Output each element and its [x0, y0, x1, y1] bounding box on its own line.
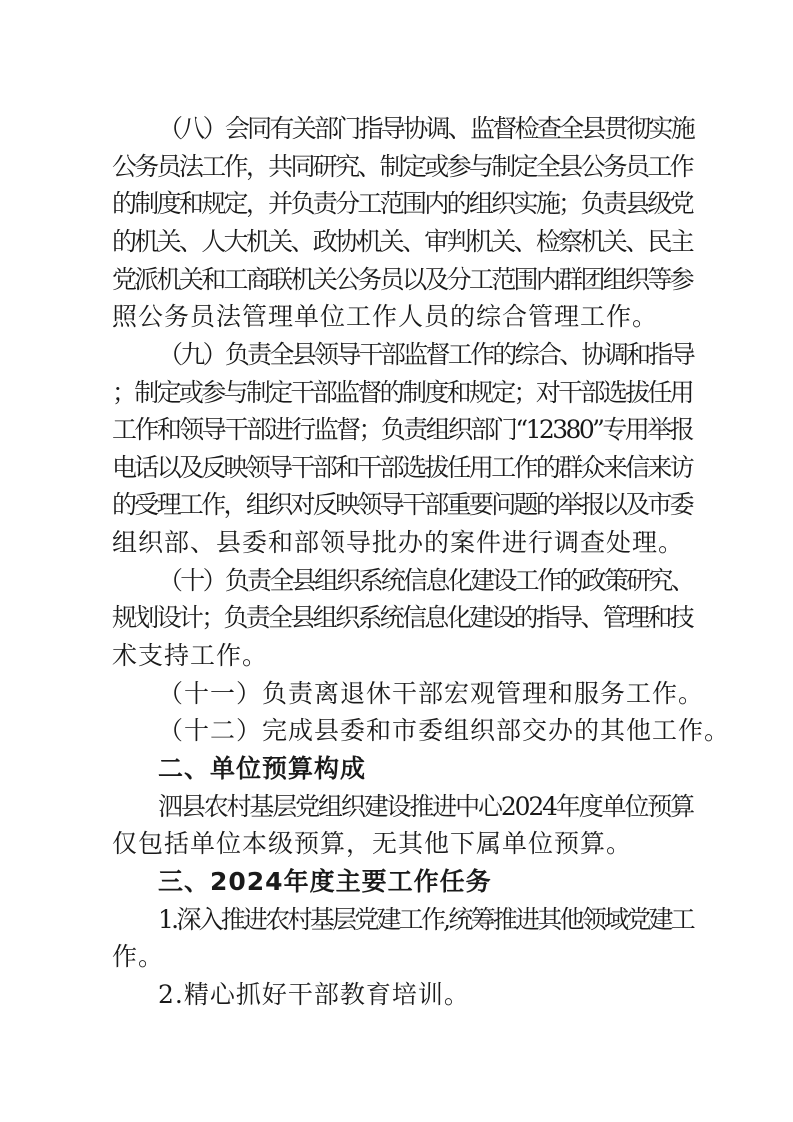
task-2-line-1: 2.精心抓好干部教育培训。 — [158, 980, 470, 1009]
paragraph-8-line-3: 的制度和规定，并负责分工范围内的组织实施；负责县级党 — [112, 189, 692, 218]
paragraph-9-line-1: （九）负责全县领导干部监督工作的综合、协调和指导 — [158, 340, 693, 369]
task-1-line-1: 1.深入推进农村基层党建工作,统筹推进其他领域党建工 — [158, 905, 693, 934]
paragraph-8-line-1: （八）会同有关部门指导协调、监督检查全县贯彻实施 — [158, 114, 693, 143]
section-heading-budget-composition: 二、单位预算构成 — [158, 754, 367, 783]
paragraph-9-line-5: 的受理工作，组织对反映领导干部重要问题的举报以及市委 — [112, 490, 692, 519]
budget-paragraph-line-2: 仅包括单位本级预算，无其他下属单位预算。 — [112, 829, 633, 858]
paragraph-12-line-1: （十二）完成县委和市委组织部交办的其他工作。 — [158, 716, 731, 745]
paragraph-8-line-6: 照公务员法管理单位工作人员的综合管理工作。 — [112, 302, 659, 331]
paragraph-9-line-3: 工作和领导干部进行监督；负责组织部门“12380”专用举报 — [112, 415, 692, 444]
paragraph-8-line-4: 的机关、人大机关、政协机关、审判机关、检察机关、民主 — [112, 227, 692, 256]
section-heading-main-tasks: 三、2024年度主要工作任务 — [158, 867, 492, 896]
paragraph-8-line-2: 公务员法工作，共同研究、制定或参与制定全县公务员工作 — [112, 152, 692, 181]
paragraph-10-line-1: （十）负责全县组织系统信息化建设工作的政策研究、 — [158, 566, 693, 595]
paragraph-9-line-2: ；制定或参与制定干部监督的制度和规定；对干部选拔任用 — [112, 378, 692, 407]
paragraph-8-line-5: 党派机关和工商联机关公务员以及分工范围内群团组织等参 — [112, 265, 692, 294]
paragraph-10-line-3: 术支持工作。 — [112, 641, 269, 670]
paragraph-11-line-1: （十一）负责离退休干部宏观管理和服务工作。 — [158, 679, 705, 708]
paragraph-9-line-4: 电话以及反映领导干部和干部选拔任用工作的群众来信来访 — [112, 453, 692, 482]
paragraph-10-line-2: 规划设计；负责全县组织系统信息化建设的指导、管理和技 — [112, 603, 692, 632]
budget-paragraph-line-1: 泗县农村基层党组织建设推进中心2024年度单位预算 — [158, 792, 694, 821]
paragraph-9-line-6: 组织部、县委和部领导批办的案件进行调查处理。 — [112, 528, 685, 557]
task-1-line-2: 作。 — [112, 942, 165, 971]
